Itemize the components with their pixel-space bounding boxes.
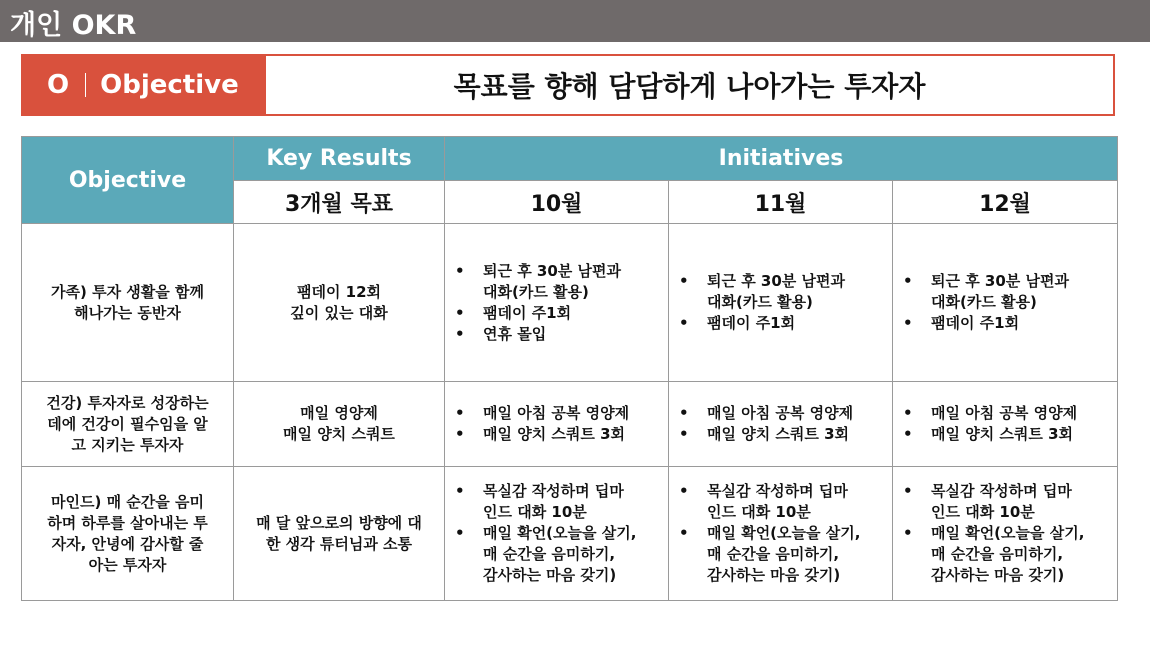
subheader-month: 11월 xyxy=(669,181,893,224)
okr-table xyxy=(21,136,1118,601)
initiative-list xyxy=(893,271,1117,334)
bullet-icon: • xyxy=(679,272,689,290)
table-row xyxy=(22,467,1118,601)
header-row xyxy=(22,137,1118,181)
initiative-list xyxy=(445,481,668,586)
list-item-line: 매 순간을 음미하기, xyxy=(931,545,1064,563)
divider xyxy=(85,73,86,97)
list-item xyxy=(455,403,662,424)
list-item-line: 감사하는 마음 갖기) xyxy=(483,566,617,584)
initiatives-cell xyxy=(669,224,893,382)
list-item-line: 퇴근 후 30분 남편과 xyxy=(707,272,845,290)
list-item-line: 감사하는 마음 갖기) xyxy=(707,566,841,584)
objective-banner xyxy=(21,54,1115,116)
objective-statement: 목표를 향해 담담하게 나아가는 투자자 xyxy=(453,70,926,103)
bullet-icon: • xyxy=(455,404,465,422)
objective-cell-line: 자자, 안녕에 감사할 줄 xyxy=(51,534,204,553)
initiative-list xyxy=(445,261,668,345)
list-item xyxy=(679,523,886,586)
page-title: 개인 OKR xyxy=(10,10,137,41)
list-item xyxy=(903,481,1111,523)
list-item xyxy=(455,481,662,523)
list-item-line: 매일 확언(오늘을 살기, xyxy=(483,524,637,542)
list-item-line: 대화(카드 활용) xyxy=(931,293,1037,311)
list-item-line: 목실감 작성하며 딥마 xyxy=(931,482,1072,500)
key-result-cell-line: 팸데이 12회 xyxy=(296,282,382,301)
list-item xyxy=(455,523,662,586)
list-item-line: 대화(카드 활용) xyxy=(483,282,589,301)
list-item-line: 매 순간을 음미하기, xyxy=(707,545,840,563)
key-result-cell-line: 한 생각 튜터님과 소통 xyxy=(265,534,413,553)
initiatives-cell xyxy=(445,224,669,382)
objective-cell-line: 건강) 투자자로 성장하는 xyxy=(46,393,209,412)
initiative-list xyxy=(669,403,892,445)
list-item xyxy=(679,403,886,424)
list-item-line: 대화(카드 활용) xyxy=(707,293,813,311)
initiatives-cell xyxy=(893,382,1118,467)
list-item-line: 목실감 작성하며 딥마 xyxy=(483,482,624,500)
list-item xyxy=(679,271,886,313)
list-item xyxy=(679,481,886,523)
bullet-icon: • xyxy=(903,314,913,332)
key-result-cell-line: 매일 영양제 xyxy=(300,404,378,422)
key-result-cell-line: 매 달 앞으로의 방향에 대 xyxy=(256,513,422,532)
bullet-icon: • xyxy=(455,324,465,343)
bullet-icon: • xyxy=(903,482,913,500)
initiatives-cell xyxy=(669,467,893,601)
initiative-list xyxy=(893,481,1117,586)
header-initiatives: Initiatives xyxy=(445,137,1118,181)
objective-cell-line: 데에 건강이 필수임을 알 xyxy=(47,414,208,433)
list-item-line: 매일 양치 스쿼트 3회 xyxy=(707,425,850,443)
subheader-3month-goal: 3개월 목표 xyxy=(234,181,445,224)
subheader-month: 10월 xyxy=(445,181,669,224)
objective-cell-line: 마인드) 매 순간을 음미 xyxy=(51,492,204,511)
list-item xyxy=(903,313,1111,334)
key-result-cell xyxy=(234,382,445,467)
list-item xyxy=(903,523,1111,586)
subheader-month: 12월 xyxy=(893,181,1118,224)
bullet-icon: • xyxy=(679,404,689,422)
list-item-line: 매 순간을 음미하기, xyxy=(483,545,616,563)
initiatives-cell xyxy=(669,382,893,467)
key-result-cell-line: 매일 양치 스쿼트 xyxy=(283,425,395,443)
header-key-results: Key Results xyxy=(234,137,445,181)
initiatives-cell xyxy=(445,467,669,601)
objective-letter: O xyxy=(47,70,70,100)
initiative-list xyxy=(669,481,892,586)
list-item xyxy=(455,424,662,445)
bullet-icon: • xyxy=(455,303,465,322)
objective-cell-line: 아는 투자자 xyxy=(88,555,167,574)
list-item-line: 매일 양치 스쿼트 3회 xyxy=(483,425,626,443)
key-result-cell-line: 깊이 있는 대화 xyxy=(290,303,388,322)
list-item xyxy=(455,324,662,345)
list-item-line: 인드 대화 10분 xyxy=(483,503,587,521)
list-item-line: 매일 확언(오늘을 살기, xyxy=(707,524,861,542)
list-item-line: 매일 아침 공복 영양제 xyxy=(707,404,854,422)
list-item-line: 매일 아침 공복 영양제 xyxy=(931,404,1078,422)
bullet-icon: • xyxy=(679,425,689,443)
objective-cell-line: 가족) 투자 생활을 함께 xyxy=(51,282,204,301)
bullet-icon: • xyxy=(679,482,689,500)
list-item-line: 인드 대화 10분 xyxy=(931,503,1035,521)
list-item-line: 퇴근 후 30분 남편과 xyxy=(931,272,1069,290)
list-item-line: 인드 대화 10분 xyxy=(707,503,811,521)
list-item-line: 연휴 몰입 xyxy=(483,324,547,343)
bullet-icon: • xyxy=(903,524,913,542)
initiative-list xyxy=(445,403,668,445)
list-item xyxy=(455,303,662,324)
initiative-list xyxy=(669,271,892,334)
bullet-icon: • xyxy=(679,314,689,332)
list-item-line: 팸데이 주1회 xyxy=(931,314,1020,332)
list-item-line: 매일 양치 스쿼트 3회 xyxy=(931,425,1074,443)
list-item-line: 매일 확언(오늘을 살기, xyxy=(931,524,1085,542)
bullet-icon: • xyxy=(455,524,465,542)
list-item xyxy=(903,424,1111,445)
list-item xyxy=(903,403,1111,424)
objective-cell-line: 하며 하루를 살아내는 투 xyxy=(47,513,208,532)
bullet-icon: • xyxy=(455,425,465,443)
list-item-line: 팸데이 주1회 xyxy=(483,303,572,322)
top-bar xyxy=(0,0,1150,42)
objective-cell xyxy=(22,224,234,382)
objective-cell-line: 고 지키는 투자자 xyxy=(71,435,184,454)
table-row xyxy=(22,382,1118,467)
list-item xyxy=(679,424,886,445)
bullet-icon: • xyxy=(679,524,689,542)
bullet-icon: • xyxy=(903,272,913,290)
objective-cell-line: 해나가는 동반자 xyxy=(74,303,181,322)
key-result-cell xyxy=(234,467,445,601)
objective-cell xyxy=(22,382,234,467)
bullet-icon: • xyxy=(455,482,465,500)
list-item xyxy=(455,261,662,303)
header-objective: Objective xyxy=(22,137,234,224)
key-result-cell xyxy=(234,224,445,382)
initiatives-cell xyxy=(445,382,669,467)
table-row xyxy=(22,224,1118,382)
initiative-list xyxy=(893,403,1117,445)
list-item xyxy=(903,271,1111,313)
list-item-line: 목실감 작성하며 딥마 xyxy=(707,482,848,500)
bullet-icon: • xyxy=(903,404,913,422)
list-item-line: 퇴근 후 30분 남편과 xyxy=(483,261,621,280)
objective-banner-label xyxy=(23,56,266,114)
list-item-line: 감사하는 마음 갖기) xyxy=(931,566,1065,584)
bullet-icon: • xyxy=(455,261,465,280)
list-item-line: 매일 아침 공복 영양제 xyxy=(483,404,630,422)
objective-label-text: Objective xyxy=(100,70,239,100)
initiatives-cell xyxy=(893,467,1118,601)
list-item-line: 팸데이 주1회 xyxy=(707,314,796,332)
initiatives-cell xyxy=(893,224,1118,382)
bullet-icon: • xyxy=(903,425,913,443)
list-item xyxy=(679,313,886,334)
objective-cell xyxy=(22,467,234,601)
